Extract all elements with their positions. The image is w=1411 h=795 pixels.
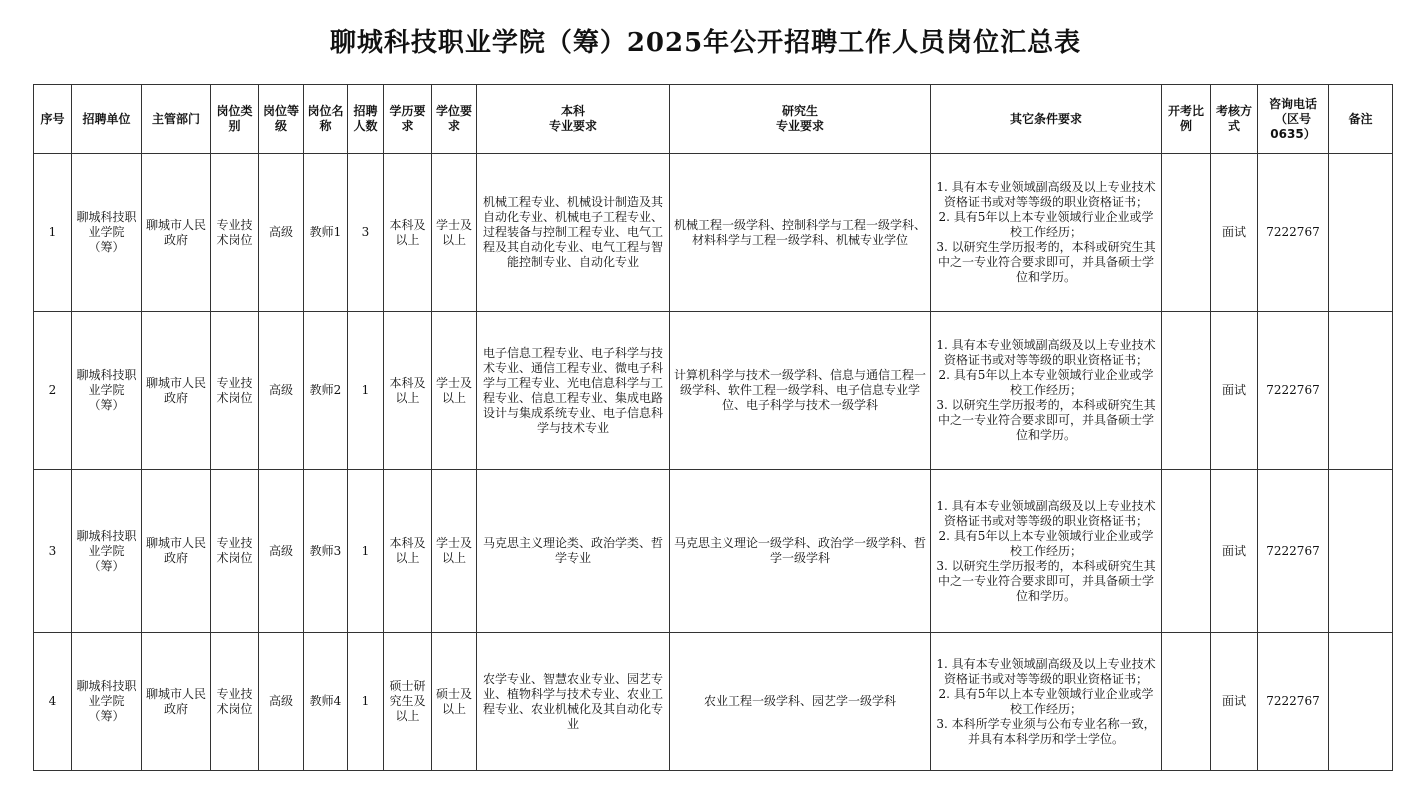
header-ratio: 开考比例 (1162, 85, 1211, 154)
cell-graduate: 农业工程一级学科、园艺学一级学科 (670, 633, 931, 771)
cell-seq: 1 (34, 154, 72, 312)
header-dept: 主管部门 (142, 85, 211, 154)
cell-note (1329, 470, 1393, 633)
cell-category: 专业技术岗位 (211, 633, 259, 771)
header-phone: 咨询电话（区号0635） (1258, 85, 1329, 154)
cell-post: 教师4 (304, 633, 348, 771)
cell-education: 本科及以上 (384, 312, 432, 470)
cell-post: 教师1 (304, 154, 348, 312)
cell-degree: 学士及以上 (432, 154, 477, 312)
cell-degree: 硕士及以上 (432, 633, 477, 771)
cell-ratio (1162, 154, 1211, 312)
header-unit: 招聘单位 (72, 85, 142, 154)
cell-dept: 聊城市人民政府 (142, 633, 211, 771)
cell-count: 3 (348, 154, 384, 312)
header-education: 学历要求 (384, 85, 432, 154)
header-graduate: 研究生 专业要求 (670, 85, 931, 154)
recruitment-table (33, 84, 1393, 771)
cell-count: 1 (348, 470, 384, 633)
cell-degree: 学士及以上 (432, 312, 477, 470)
cell-undergrad: 电子信息工程专业、电子科学与技术专业、通信工程专业、微电子科学与工程专业、光电信息科学与工程专业、信息工程专业、集成电路设计与集成系统专业、电子信息科学与技术专业 (477, 312, 670, 470)
table-header-row (34, 85, 1393, 154)
cell-undergrad: 机械工程专业、机械设计制造及其自动化专业、机械电子工程专业、过程装备与控制工程专业、电气工程及其自动化专业、电气工程与智能控制专业、自动化专业 (477, 154, 670, 312)
cell-graduate: 计算机科学与技术一级学科、信息与通信工程一级学科、软件工程一级学科、电子信息专业学位、电子科学与技术一级学科 (670, 312, 931, 470)
cell-ratio (1162, 633, 1211, 771)
cell-graduate: 机械工程一级学科、控制科学与工程一级学科、材料科学与工程一级学科、机械专业学位 (670, 154, 931, 312)
header-note: 备注 (1329, 85, 1393, 154)
cell-level: 高级 (259, 154, 304, 312)
cell-degree: 学士及以上 (432, 470, 477, 633)
cell-phone: 7222767 (1258, 633, 1329, 771)
cell-note (1329, 633, 1393, 771)
cell-level: 高级 (259, 470, 304, 633)
header-exam: 考核方式 (1211, 85, 1258, 154)
header-conditions: 其它条件要求 (931, 85, 1162, 154)
page-title: 聊城科技职业学院（筹）2025年公开招聘工作人员岗位汇总表 (329, 28, 1082, 58)
cell-seq: 3 (34, 470, 72, 633)
cell-category: 专业技术岗位 (211, 312, 259, 470)
cell-conditions: 1. 具有本专业领域副高级及以上专业技术资格证书或对等等级的职业资格证书； 2. 具有5年以上本专业领域行业企业或学校工作经历； 3. 以研究生学历报考的，本科或研究生其中之一专业符合要求即可，并具备硕士学位和学历。 (931, 154, 1162, 312)
cell-conditions: 1. 具有本专业领域副高级及以上专业技术资格证书或对等等级的职业资格证书； 2. 具有5年以上本专业领域行业企业或学校工作经历； 3. 本科所学专业须与公布专业名称一致，并具有本科学历和学士学位。 (931, 633, 1162, 771)
cell-note (1329, 154, 1393, 312)
cell-count: 1 (348, 312, 384, 470)
cell-note (1329, 312, 1393, 470)
cell-exam: 面试 (1211, 470, 1258, 633)
cell-graduate: 马克思主义理论一级学科、政治学一级学科、哲学一级学科 (670, 470, 931, 633)
cell-undergrad: 马克思主义理论类、政治学类、哲学专业 (477, 470, 670, 633)
header-category: 岗位类别 (211, 85, 259, 154)
cell-ratio (1162, 470, 1211, 633)
cell-undergrad: 农学专业、智慧农业专业、园艺专业、植物科学与技术专业、农业工程专业、农业机械化及其自动化专业 (477, 633, 670, 771)
cell-education: 本科及以上 (384, 470, 432, 633)
header-seq: 序号 (34, 85, 72, 154)
cell-post: 教师3 (304, 470, 348, 633)
cell-dept: 聊城市人民政府 (142, 154, 211, 312)
cell-unit: 聊城科技职业学院（筹） (72, 154, 142, 312)
cell-conditions: 1. 具有本专业领域副高级及以上专业技术资格证书或对等等级的职业资格证书； 2. 具有5年以上本专业领域行业企业或学校工作经历； 3. 以研究生学历报考的，本科或研究生其中之一专业符合要求即可，并具备硕士学位和学历。 (931, 470, 1162, 633)
cell-count: 1 (348, 633, 384, 771)
cell-unit: 聊城科技职业学院（筹） (72, 312, 142, 470)
header-undergrad: 本科 专业要求 (477, 85, 670, 154)
cell-post: 教师2 (304, 312, 348, 470)
cell-level: 高级 (259, 633, 304, 771)
header-post: 岗位名称 (304, 85, 348, 154)
cell-phone: 7222767 (1258, 312, 1329, 470)
cell-seq: 2 (34, 312, 72, 470)
cell-conditions: 1. 具有本专业领域副高级及以上专业技术资格证书或对等等级的职业资格证书； 2. 具有5年以上本专业领域行业企业或学校工作经历； 3. 以研究生学历报考的，本科或研究生其中之一专业符合要求即可，并具备硕士学位和学历。 (931, 312, 1162, 470)
cell-dept: 聊城市人民政府 (142, 312, 211, 470)
cell-unit: 聊城科技职业学院（筹） (72, 633, 142, 771)
cell-category: 专业技术岗位 (211, 154, 259, 312)
table-row (34, 470, 1393, 633)
cell-category: 专业技术岗位 (211, 470, 259, 633)
table-row (34, 312, 1393, 470)
cell-exam: 面试 (1211, 312, 1258, 470)
cell-phone: 7222767 (1258, 470, 1329, 633)
cell-dept: 聊城市人民政府 (142, 470, 211, 633)
header-level: 岗位等级 (259, 85, 304, 154)
cell-unit: 聊城科技职业学院（筹） (72, 470, 142, 633)
cell-education: 硕士研究生及以上 (384, 633, 432, 771)
header-count: 招聘人数 (348, 85, 384, 154)
table-row (34, 633, 1393, 771)
cell-ratio (1162, 312, 1211, 470)
table-row (34, 154, 1393, 312)
cell-phone: 7222767 (1258, 154, 1329, 312)
cell-seq: 4 (34, 633, 72, 771)
cell-level: 高级 (259, 312, 304, 470)
cell-exam: 面试 (1211, 633, 1258, 771)
cell-education: 本科及以上 (384, 154, 432, 312)
cell-exam: 面试 (1211, 154, 1258, 312)
header-degree: 学位要求 (432, 85, 477, 154)
